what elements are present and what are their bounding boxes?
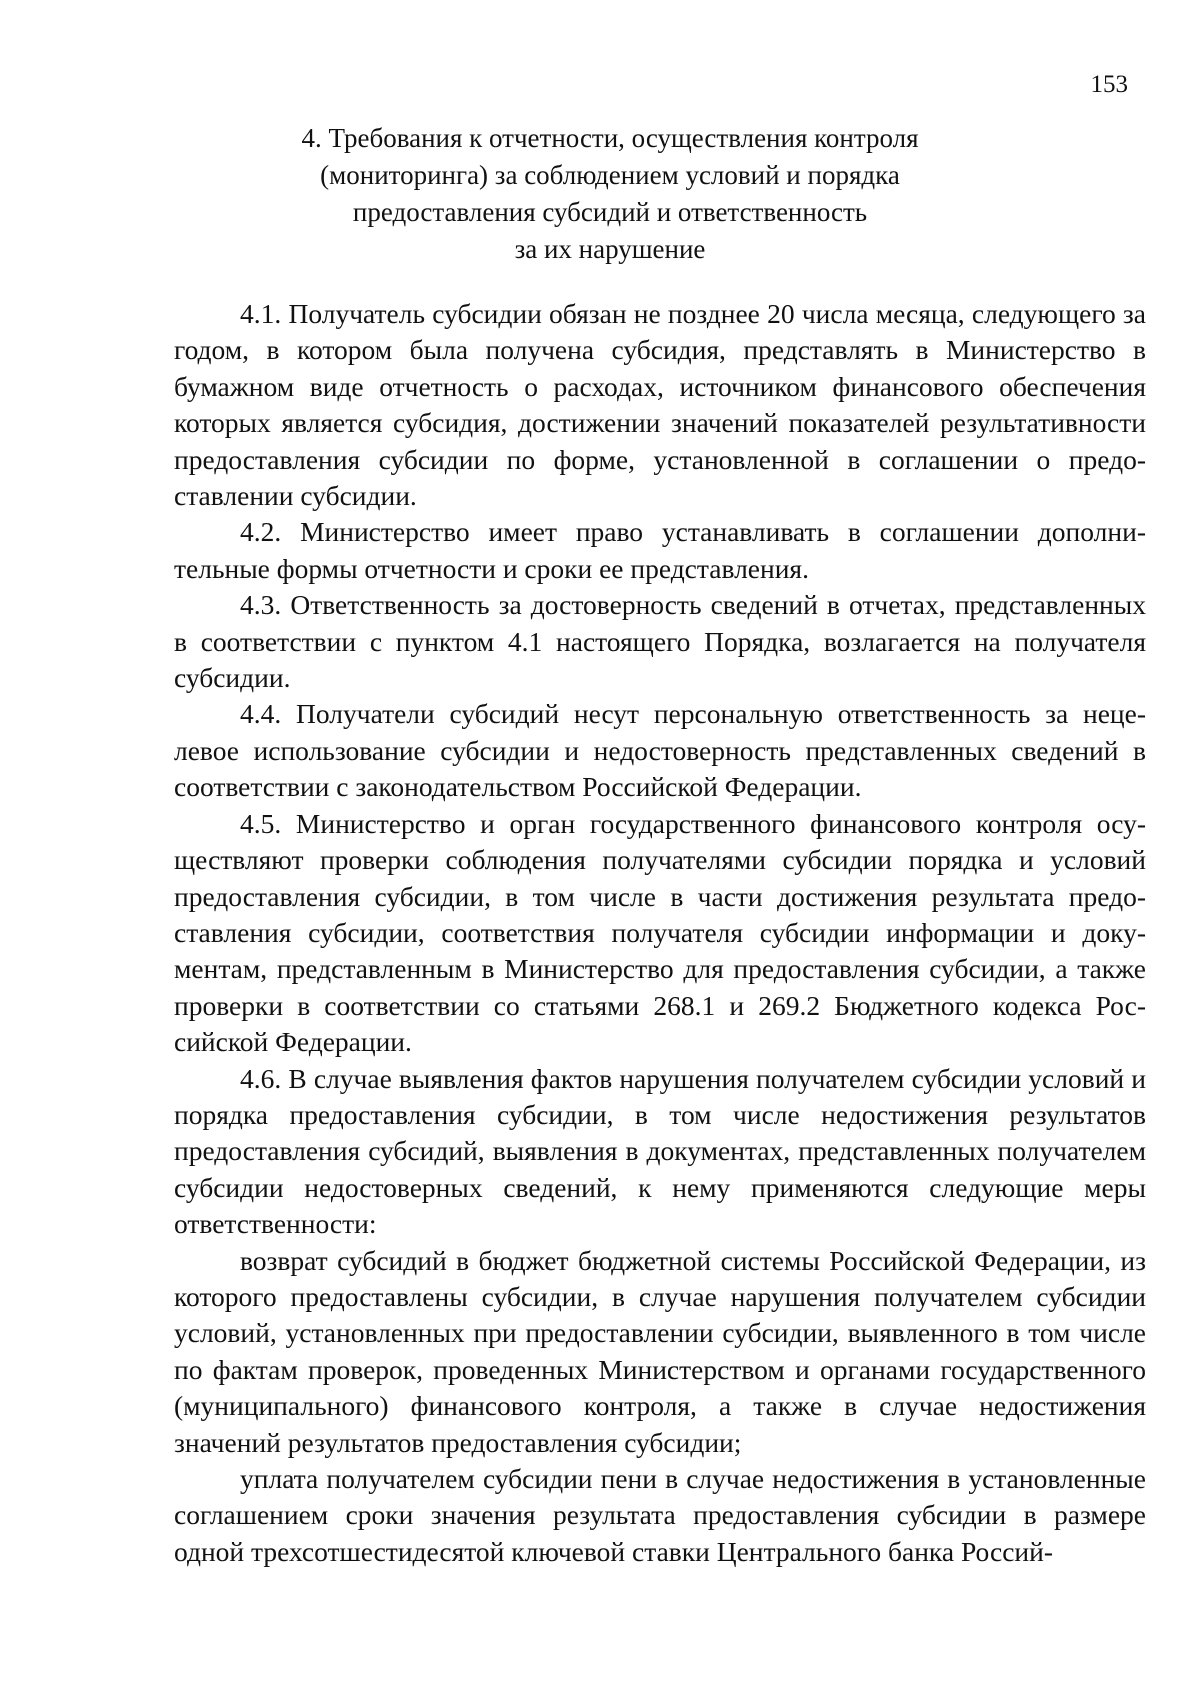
section-heading-line: за их нарушение bbox=[514, 234, 706, 264]
paragraph-4-2: 4.2. Министерство имеет право устанавливать в соглашении дополнительные формы отчетности и сроки ее представления. bbox=[174, 516, 1146, 584]
paragraph-4-5: 4.5. Министерство и орган государственного финансового контроля осуществляют проверки соблюдения получателями субсидии порядка и условий предоставления субсидии, в том числе в части достижения результата предоставления субсидии, соответствия получателя субсидии информации и документам, представленным в Министерство для предоставления субсидии, а также проверки в соответствии со статьями 268.1 и 269.2 Бюджетного кодекса Российской Федерации. bbox=[174, 807, 1146, 1058]
section-heading bbox=[170, 120, 1050, 268]
page-number: 153 bbox=[1090, 71, 1128, 98]
section-heading-line: 4. Требования к отчетности, осуществления контроля bbox=[301, 123, 919, 153]
paragraph-refund-measure: возврат субсидий в бюджет бюджетной системы Российской Федерации, из которого предоставлены субсидии, в случае нарушения получателем субсидии условий, установленных при предоставлении субсидии, выявленного в том числе по фактам проверок, проведенных Министерством и органами государственного (муниципального) финансового контроля, а также в случае недостижения значений результатов предоставления субсидии; bbox=[174, 1244, 1146, 1458]
document-body bbox=[174, 296, 1146, 1570]
section-heading-line: предоставления субсидий и ответственность bbox=[352, 197, 868, 227]
paragraph-4-3: 4.3. Ответственность за достоверность сведений в отчетах, представленных в соответствии с пунктом 4.1 настоящего Порядка, возлагается на получателя субсидии. bbox=[174, 589, 1146, 694]
paragraph-4-1: 4.1. Получатель субсидии обязан не позднее 20 числа месяца, следующего за годом, в котором была получена субсидия, представлять в Министерство в бумажном виде отчетность о расходах, источником финансового обеспечения которых является субсидия, достижении значений показателей результативности предоставления субсидии по форме, установленной в соглашении о предоставлении субсидии. bbox=[174, 298, 1146, 512]
paragraph-4-6: 4.6. В случае выявления фактов нарушения получателем субсидии условий и порядка предоставления субсидии, в том числе недостижения результатов предоставления субсидий, выявления в документах, представленных получателем субсидии недостоверных сведений, к нему применяются следующие меры ответственности: bbox=[174, 1062, 1146, 1240]
paragraph-4-4: 4.4. Получатели субсидий несут персональную ответственность за нецелевое использование субсидии и недостоверность представленных сведений в соответствии с законодательством Российской Федерации. bbox=[174, 698, 1146, 803]
paragraph-penalty-measure: уплата получателем субсидии пени в случае недостижения в установленные соглашением сроки значения результата предоставления субсидии в размере одной трехсотшестидесятой ключевой ставки Центрального банка Россий- bbox=[174, 1463, 1146, 1567]
section-heading-line: (мониторинга) за соблюдением условий и порядка bbox=[320, 160, 900, 190]
